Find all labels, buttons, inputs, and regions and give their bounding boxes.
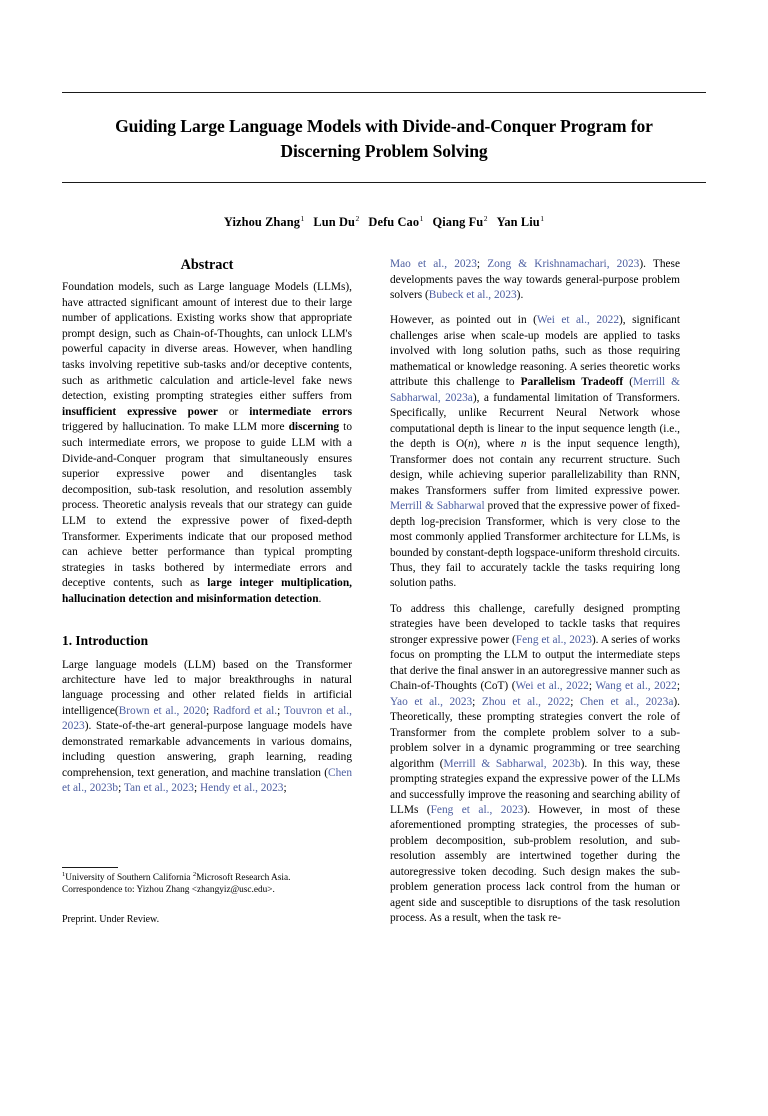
page-title: Guiding Large Language Models with Divide-and-Conquer Program for Discerning Problem Solving xyxy=(115,116,653,161)
citation-link[interactable]: Radford et al. xyxy=(212,704,278,717)
citation-link[interactable]: Hendy et al., 2023 xyxy=(199,782,284,795)
header-rule-top xyxy=(62,92,706,93)
footnote-area xyxy=(62,867,352,927)
body-paragraph: However, as pointed out in (Wei et al., 2022), significant challenges arise when scale-up models are applied to tasks involved with long solution paths, such as those requiring mathematical or knowledge reasoning. A series theoretic works attribute this challenge to Parallelism Tradeoff (Merrill & Sabharwal, 2023a), a fundamental limitation of Transformers. Specifically, unlike Recurrent Neural Network whose computational depth is linear to the input sequence length (i.e., the depth is O(n), where n is the input sequence length), Transformer does not contain any recurrent structure. Such design, while achieving superior parallelizability than RNN, makes Transformers suffer from limited expressive power. Merrill & Sabharwal proved that the expressive power of fixed-depth log-precision Transformer, which is very close to the most commonly applied Transformer architecture for LLMs, is bounded by constant-depth logspace-uniform threshold circuits. Thus, they fail to accurately tackle the tasks requiring long solution paths. xyxy=(390,314,681,590)
citation-link[interactable]: Wei et al., 2022 xyxy=(536,314,620,327)
citation-link[interactable]: Touvron et al., 2023 xyxy=(62,704,352,733)
left-column xyxy=(62,257,352,927)
author-affiliation-marker: 1 xyxy=(300,213,305,223)
footnote-marker-2: 2 xyxy=(192,870,197,878)
author-name: Yizhou Zhang xyxy=(223,215,301,230)
citation-link[interactable]: Feng et al., 2023 xyxy=(430,804,524,816)
author-affiliation-marker: 1 xyxy=(540,213,545,223)
citation-link[interactable]: Yao et al., 2023 xyxy=(390,695,473,708)
math-big-o: O xyxy=(455,438,465,451)
math-variable-n: n xyxy=(467,438,474,451)
citation-link[interactable]: Zhou et al., 2022 xyxy=(481,695,571,708)
preprint-notice: Preprint. Under Review. xyxy=(62,914,160,926)
footnote-affiliation-2: Microsoft Research Asia. xyxy=(196,872,291,883)
author-name: Defu Cao xyxy=(368,215,420,230)
abstract-section xyxy=(62,257,352,607)
abstract-heading: Abstract xyxy=(180,257,234,274)
section-heading-introduction: 1. Introduction xyxy=(62,632,149,648)
author-affiliation-marker: 2 xyxy=(355,213,360,223)
footnote-separator-rule xyxy=(62,867,118,868)
author-name: Qiang Fu xyxy=(432,215,484,230)
title-rule-bottom xyxy=(62,182,706,183)
author-list xyxy=(62,214,706,230)
paper-page xyxy=(0,92,768,1116)
abstract-text: Foundation models, such as Large language Models (LLMs), have attracted significant amount of interest due to their large number of applications. Existing works show that appropriate prompt design, such as Chain-of-Thoughts, can unlock LLM's powerful capacity in diverse areas. However, when handling tasks involving repetitive sub-tasks and/or deceptive contents, such as arithmetic calculation and article-level fake news detection, existing prompting strategies either suffers from insufficient expressive power or intermediate errors triggered by hallucination. To make LLM more discerning to such intermediate errors, we propose to guide LLM with a Divide-and-Conquer program that simultaneously ensures superior expressive power and disentangles task decomposition, sub-task resolution, and resolution assembly process. Theoretic analysis reveals that our strategy can guide LLM to extend the expressive power of fixed-depth Transformer. Experiments indicate that our proposed method can achieve better performance than typical prompting strategies in tasks bothered by intermediate errors and deceptive contents, such as large integer multiplication, hallucination detection and misinformation detection. xyxy=(62,281,353,605)
citation-link[interactable]: Wang et al., 2022 xyxy=(595,680,677,693)
citation-link[interactable]: Mao et al., 2023 xyxy=(390,258,477,271)
math-variable-n: n xyxy=(520,438,527,451)
intro-paragraph-continued: Mao et al., 2023; Zong & Krishnamachari, 2023). These developments paves the way towards general-purpose problem solvers (Bubeck et al., 2023). xyxy=(390,258,680,301)
citation-link[interactable]: Merrill & Sabharwal, 2023b xyxy=(443,757,581,770)
right-column xyxy=(390,257,680,927)
citation-link[interactable]: Bubeck et al., 2023 xyxy=(428,289,517,301)
body-paragraph: To address this challenge, carefully designed prompting strategies have been developed to tackle tasks that requires stronger expressive power (Feng et al., 2023). A series of works focus on prompting the LLM to output the intermediate steps that derive the final answer in an autoregressive manner such as Chain-of-Thoughts (CoT) (Wei et al., 2022; Wang et al., 2022; Yao et al., 2023; Zhou et al., 2022; Chen et al., 2023a). Theoretically, these prompting strategies convert the role of Transformer from the complete problem solver to a sub-problem solver in a dynamic programming or tree searching algorithm (Merrill & Sabharwal, 2023b). In this way, these prompting strategies expand the expressive power of the LLMs and successfully improve the reasoning and searching ability of LLMs (Feng et al., 2023). However, in most of these aforementioned prompting strategies, the processes of sub-problem decomposition, sub-problem resolution, and sub-resolution assembly are intertwined together during the autoregressive token decoding. Such design makes the sub-problem generation process lack control from the human or agent side and susceptible to disruptions of the task resolution process. As a result, when the task re- xyxy=(390,602,680,925)
footnote-correspondence: Correspondence to: Yizhou Zhang <zhangyiz@usc.edu>. xyxy=(62,885,275,896)
author-name: Yan Liu xyxy=(496,215,540,230)
author-affiliation-marker: 1 xyxy=(419,213,424,223)
citation-link[interactable]: Merrill & Sabharwal, 2023a xyxy=(390,376,680,404)
citation-link[interactable]: Wei et al., 2022 xyxy=(515,680,589,693)
author-affiliation-marker: 2 xyxy=(483,213,488,223)
citation-link[interactable]: Merrill & Sabharwal xyxy=(390,500,485,513)
two-column-body xyxy=(62,257,706,927)
citation-link[interactable]: Chen et al., 2023a xyxy=(579,695,674,708)
citation-link[interactable]: Zong & Krishnamachari, 2023 xyxy=(487,258,640,271)
citation-link[interactable]: Chen et al., 2023b xyxy=(62,766,352,795)
footnote-marker: 1 xyxy=(62,870,66,878)
footnote-affiliation-1: University of Southern California xyxy=(65,872,193,883)
footnote-affiliations xyxy=(62,871,352,897)
author-name: Lun Du xyxy=(313,215,356,230)
citation-link[interactable]: Tan et al., 2023 xyxy=(123,782,194,795)
intro-paragraph: Large language models (LLM) based on the Transformer architecture have led to major breakthroughs in natural language processing and other related fields in artificial intelligence(Brown et al., 2020; Radford et al.; Touvron et al., 2023). State-of-the-art general-purpose language models have demonstrated remarkable advancements in various domains, including question answering, graph learning, reading comprehension, text generation, and machine translation (Chen et al., 2023b; Tan et al., 2023; Hendy et al., 2023; xyxy=(62,658,352,795)
citation-link[interactable]: Brown et al., 2020 xyxy=(118,704,206,717)
citation-link[interactable]: Feng et al., 2023 xyxy=(515,633,592,646)
